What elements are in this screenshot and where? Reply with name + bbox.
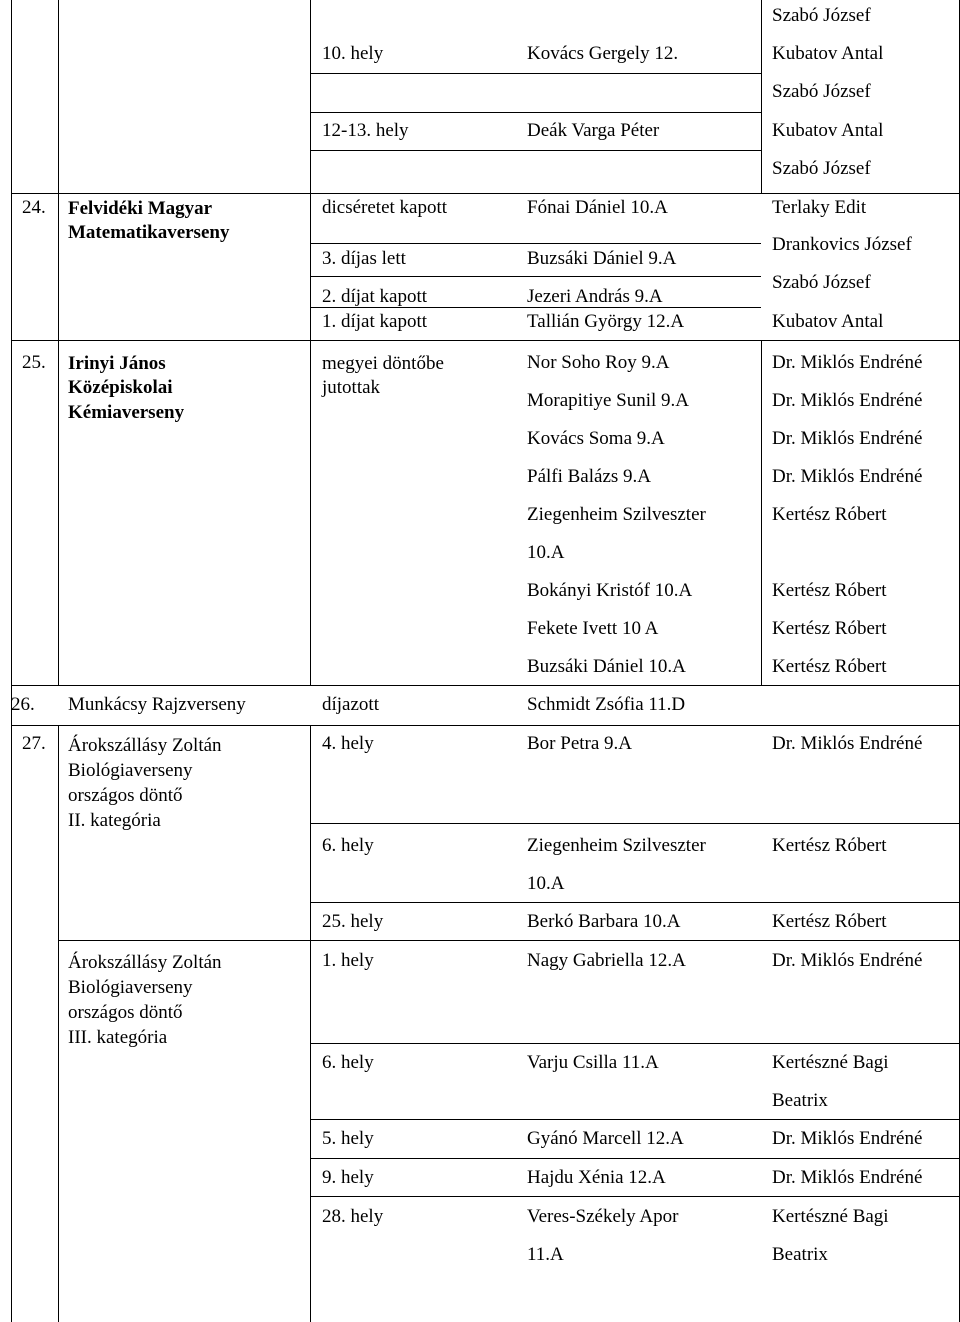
competition-name: III. kategória — [68, 1027, 168, 1048]
student-cell: 10.A — [527, 873, 565, 894]
award-cell: megyei döntőbe — [322, 353, 444, 374]
competition-name: országos döntő — [68, 1002, 183, 1023]
student-cell: Fekete Ivett 10 A — [527, 618, 659, 639]
student-cell: Varju Csilla 11.A — [527, 1052, 659, 1073]
student-cell: 11.A — [527, 1244, 564, 1265]
award-cell: díjazott — [322, 694, 379, 715]
row-number: 26. — [11, 694, 35, 715]
student-cell: Hajdu Xénia 12.A — [527, 1167, 666, 1188]
row-divider — [310, 112, 761, 113]
student-cell: Bor Petra 9.A — [527, 733, 633, 754]
row-divider — [11, 193, 960, 194]
teacher-cell: Dr. Miklós Endréné — [772, 950, 923, 971]
competition-name: Felvidéki Magyar — [68, 198, 213, 219]
row-divider — [11, 685, 960, 686]
student-cell: Buzsáki Dániel 9.A — [527, 248, 677, 269]
teacher-cell: Dr. Miklós Endréné — [772, 466, 923, 487]
row-divider — [310, 276, 761, 277]
teacher-cell: Dr. Miklós Endréné — [772, 390, 923, 411]
award-cell: 12-13. hely — [322, 120, 409, 141]
teacher-cell: Dr. Miklós Endréné — [772, 1128, 923, 1149]
row-divider — [310, 150, 761, 151]
student-cell: Morapitiye Sunil 9.A — [527, 390, 690, 411]
teacher-cell: Kubatov Antal — [772, 311, 884, 332]
competition-name: országos döntő — [68, 785, 183, 806]
competition-name: II. kategória — [68, 810, 161, 831]
column-divider-competition — [310, 725, 311, 1322]
award-cell: jutottak — [322, 377, 381, 398]
teacher-cell: Dr. Miklós Endréné — [772, 1167, 923, 1188]
teacher-cell: Terlaky Edit — [772, 197, 867, 218]
student-cell: Veres-Székely Apor — [527, 1206, 679, 1227]
row-number: 27. — [22, 733, 46, 754]
award-cell: 6. hely — [322, 1052, 374, 1073]
student-cell: Tallián György 12.A — [527, 311, 685, 332]
student-cell: Kovács Soma 9.A — [527, 428, 665, 449]
award-cell: 1. hely — [322, 950, 374, 971]
competition-name: Biológiaverseny — [68, 760, 193, 781]
row-divider — [11, 340, 960, 341]
teacher-cell: Szabó József — [772, 272, 871, 293]
column-divider-number — [58, 725, 59, 1322]
row-divider — [310, 73, 761, 74]
student-cell: 10.A — [527, 542, 565, 563]
competition-name: Matematikaverseny — [68, 222, 230, 243]
teacher-cell: Dr. Miklós Endréné — [772, 733, 923, 754]
award-cell: 6. hely — [322, 835, 374, 856]
teacher-cell: Kertészné Bagi — [772, 1206, 889, 1227]
column-divider-teacher — [761, 0, 762, 193]
row-number: 24. — [22, 197, 46, 218]
teacher-cell: Kertészné Bagi — [772, 1052, 889, 1073]
award-cell: 1. díjat kapott — [322, 311, 428, 332]
row-divider — [310, 902, 960, 903]
teacher-cell: Beatrix — [772, 1090, 828, 1111]
student-cell: Schmidt Zsófia 11.D — [527, 694, 686, 715]
award-cell: 25. hely — [322, 911, 384, 932]
competition-name: Biológiaverseny — [68, 977, 193, 998]
student-cell: Berkó Barbara 10.A — [527, 911, 681, 932]
row-divider — [310, 1119, 960, 1120]
row-divider — [58, 940, 960, 941]
award-cell: 10. hely — [322, 43, 384, 64]
student-cell: Ziegenheim Szilveszter — [527, 504, 706, 525]
award-cell: dicséretet kapott — [322, 197, 448, 218]
column-divider-number — [58, 0, 59, 685]
teacher-cell: Kertész Róbert — [772, 911, 887, 932]
competition-name: Irinyi János — [68, 353, 166, 374]
teacher-cell: Kubatov Antal — [772, 120, 884, 141]
student-cell: Deák Varga Péter — [527, 120, 660, 141]
award-cell: 3. díjas lett — [322, 248, 406, 269]
teacher-cell: Dr. Miklós Endréné — [772, 428, 923, 449]
teacher-cell: Kertész Róbert — [772, 504, 887, 525]
teacher-cell: Drankovics József — [772, 234, 912, 255]
teacher-cell: Kertész Róbert — [772, 618, 887, 639]
competition-name: Árokszállásy Zoltán — [68, 735, 222, 756]
competition-name: Középiskolai — [68, 377, 173, 398]
row-divider — [310, 243, 761, 244]
teacher-cell: Beatrix — [772, 1244, 828, 1265]
column-divider-competition — [310, 0, 311, 685]
row-divider — [310, 823, 960, 824]
award-cell: 4. hely — [322, 733, 374, 754]
teacher-cell: Szabó József — [772, 81, 871, 102]
row-number: 25. — [22, 352, 46, 373]
student-cell: Nor Soho Roy 9.A — [527, 352, 670, 373]
student-cell: Bokányi Kristóf 10.A — [527, 580, 693, 601]
student-cell: Ziegenheim Szilveszter — [527, 835, 706, 856]
student-cell: Pálfi Balázs 9.A — [527, 466, 652, 487]
teacher-cell: Szabó József — [772, 5, 871, 26]
award-cell: 9. hely — [322, 1167, 374, 1188]
award-cell: 2. díjat kapott — [322, 286, 428, 307]
student-cell: Nagy Gabriella 12.A — [527, 950, 686, 971]
competition-name: Munkácsy Rajzverseny — [68, 694, 246, 715]
teacher-cell: Dr. Miklós Endréné — [772, 352, 923, 373]
student-cell: Gyánó Marcell 12.A — [527, 1128, 684, 1149]
table-left-border — [11, 0, 12, 1322]
student-cell: Fónai Dániel 10.A — [527, 197, 668, 218]
award-cell: 28. hely — [322, 1206, 384, 1227]
row-divider — [310, 1196, 960, 1197]
award-cell: 5. hely — [322, 1128, 374, 1149]
competition-name: Árokszállásy Zoltán — [68, 952, 222, 973]
row-divider — [310, 1043, 960, 1044]
student-cell: Jezeri András 9.A — [527, 286, 663, 307]
teacher-cell: Kertész Róbert — [772, 580, 887, 601]
teacher-cell: Kubatov Antal — [772, 43, 884, 64]
student-cell: Kovács Gergely 12. — [527, 43, 679, 64]
row-divider — [11, 725, 960, 726]
teacher-cell: Szabó József — [772, 158, 871, 179]
student-cell: Buzsáki Dániel 10.A — [527, 656, 686, 677]
competition-name: Kémiaverseny — [68, 402, 185, 423]
column-divider-teacher — [761, 340, 762, 685]
teacher-cell: Kertész Róbert — [772, 656, 887, 677]
row-divider — [310, 1158, 960, 1159]
teacher-cell: Kertész Róbert — [772, 835, 887, 856]
